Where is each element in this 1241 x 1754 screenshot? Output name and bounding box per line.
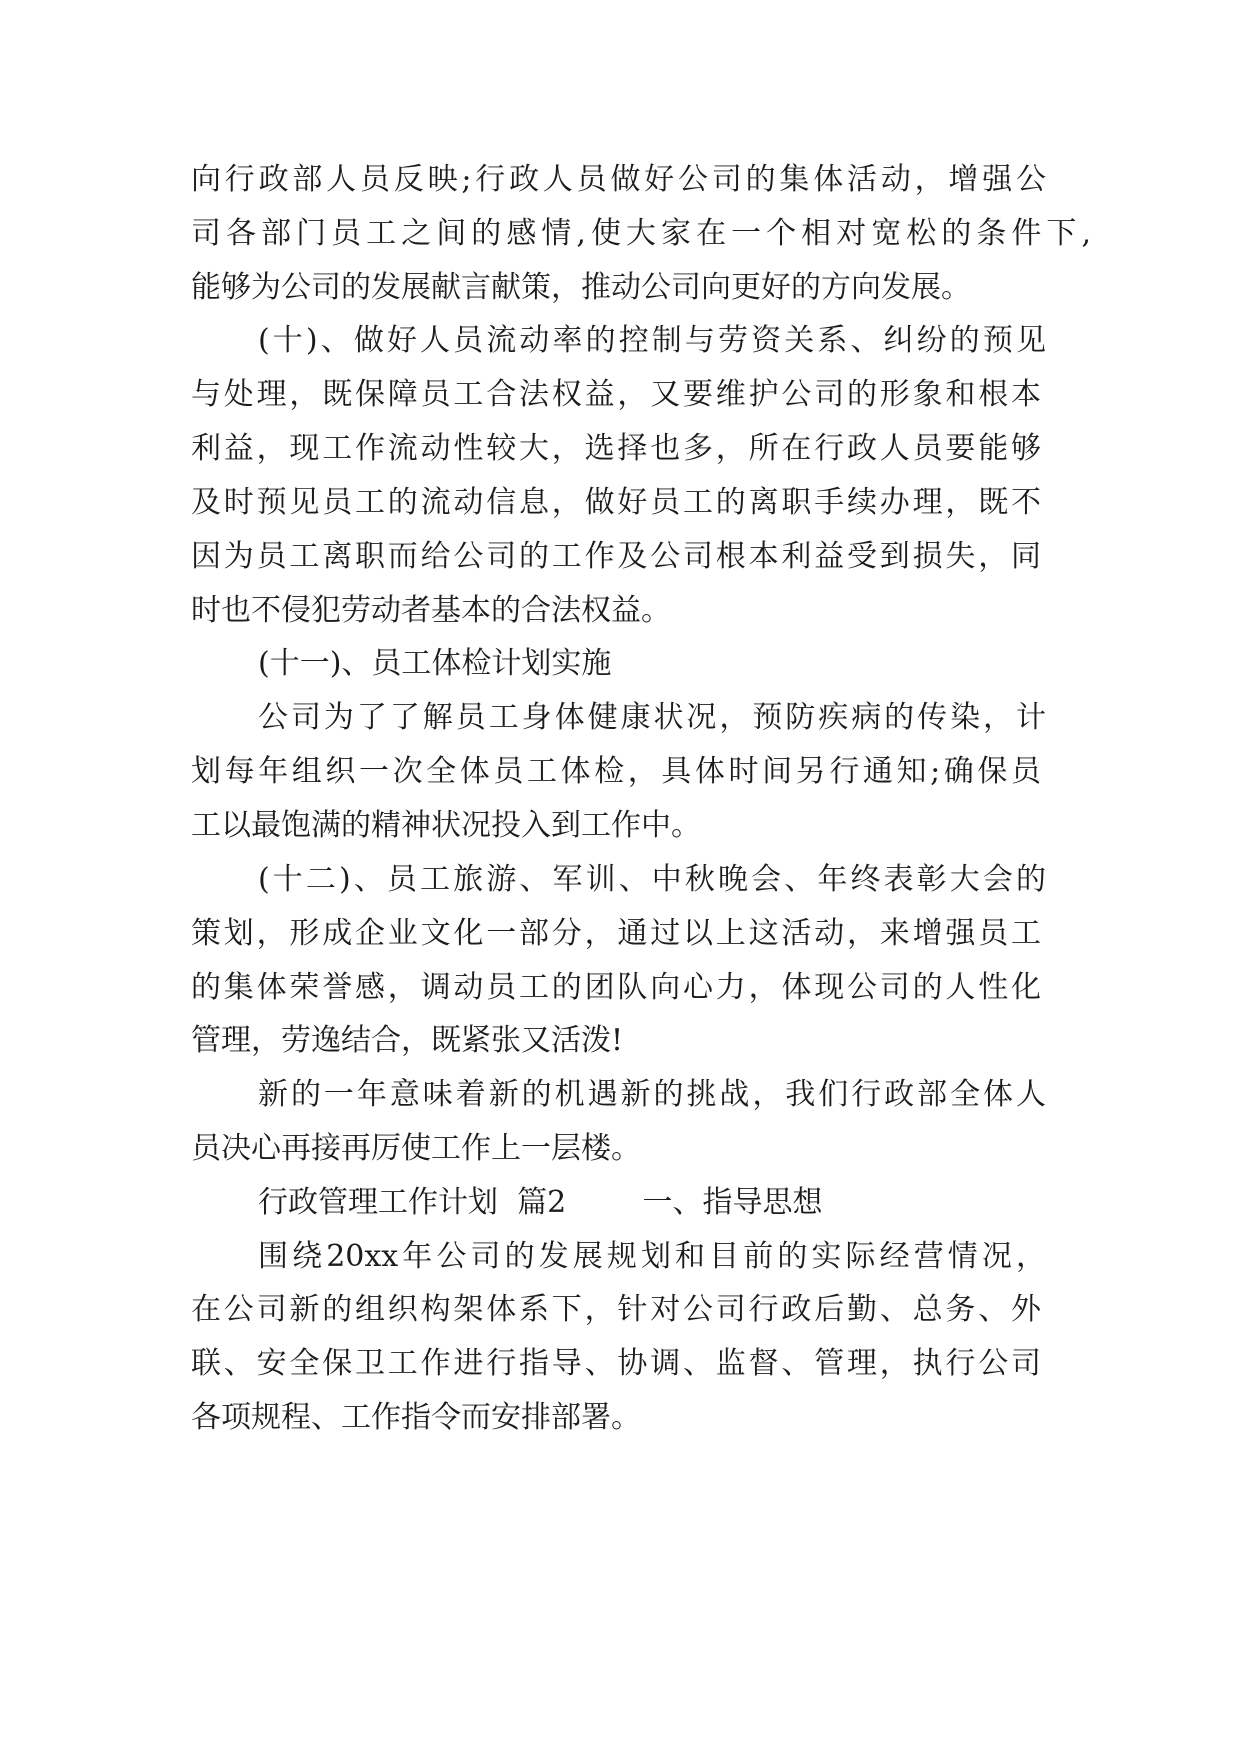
section-heading: 行政管理工作计划 篇2 一、指导思想: [258, 1185, 823, 1220]
text-line: 员决心再接再厉使工作上一层楼。: [191, 1131, 641, 1166]
text-line: 新的一年意味着新的机遇新的挑战，我们行政部全体人: [258, 1077, 1046, 1112]
text-line: 时也不侵犯劳动者基本的合法权益。: [191, 593, 671, 628]
text-line: 向行政部人员反映;行政人员做好公司的集体活动，增强公: [191, 162, 1046, 197]
text-line: 的集体荣誉感，调动员工的团队向心力，体现公司的人性化: [191, 970, 1041, 1005]
text-line: 工以最饱满的精神状况投入到工作中。: [191, 808, 701, 843]
paragraph-heading: (十)、做好人员流动率的控制与劳资关系、纠纷的预见: [258, 323, 1046, 358]
text-line: 利益，现工作流动性较大，选择也多，所在行政人员要能够: [191, 431, 1041, 466]
text-line: 联、安全保卫工作进行指导、协调、监督、管理，执行公司: [191, 1346, 1041, 1381]
text-line: 与处理，既保障员工合法权益，又要维护公司的形象和根本: [191, 377, 1041, 412]
text-line: 各项规程、工作指令而安排部署。: [191, 1400, 641, 1435]
text-line: 及时预见员工的流动信息，做好员工的离职手续办理，既不: [191, 485, 1041, 520]
paragraph-heading: (十二)、员工旅游、军训、中秋晚会、年终表彰大会的: [258, 862, 1046, 897]
text-line: 围绕20xx年公司的发展规划和目前的实际经营情况，: [258, 1239, 1046, 1274]
text-line: 司各部门员工之间的感情,使大家在一个相对宽松的条件下,: [191, 216, 1091, 251]
text-line: 管理，劳逸结合，既紧张又活泼!: [191, 1023, 624, 1058]
text-line: 因为员工离职而给公司的工作及公司根本利益受到损失，同: [191, 539, 1041, 574]
text-line: 能够为公司的发展献言献策，推动公司向更好的方向发展。: [191, 270, 971, 305]
paragraph-heading: (十一)、员工体检计划实施: [258, 646, 612, 681]
text-line: 公司为了了解员工身体健康状况，预防疾病的传染，计: [258, 700, 1046, 735]
text-line: 在公司新的组织构架体系下，针对公司行政后勤、总务、外: [191, 1292, 1041, 1327]
text-line: 划每年组织一次全体员工体检，具体时间另行通知;确保员: [191, 754, 1041, 789]
text-line: 策划，形成企业文化一部分，通过以上这活动，来增强员工: [191, 916, 1041, 951]
